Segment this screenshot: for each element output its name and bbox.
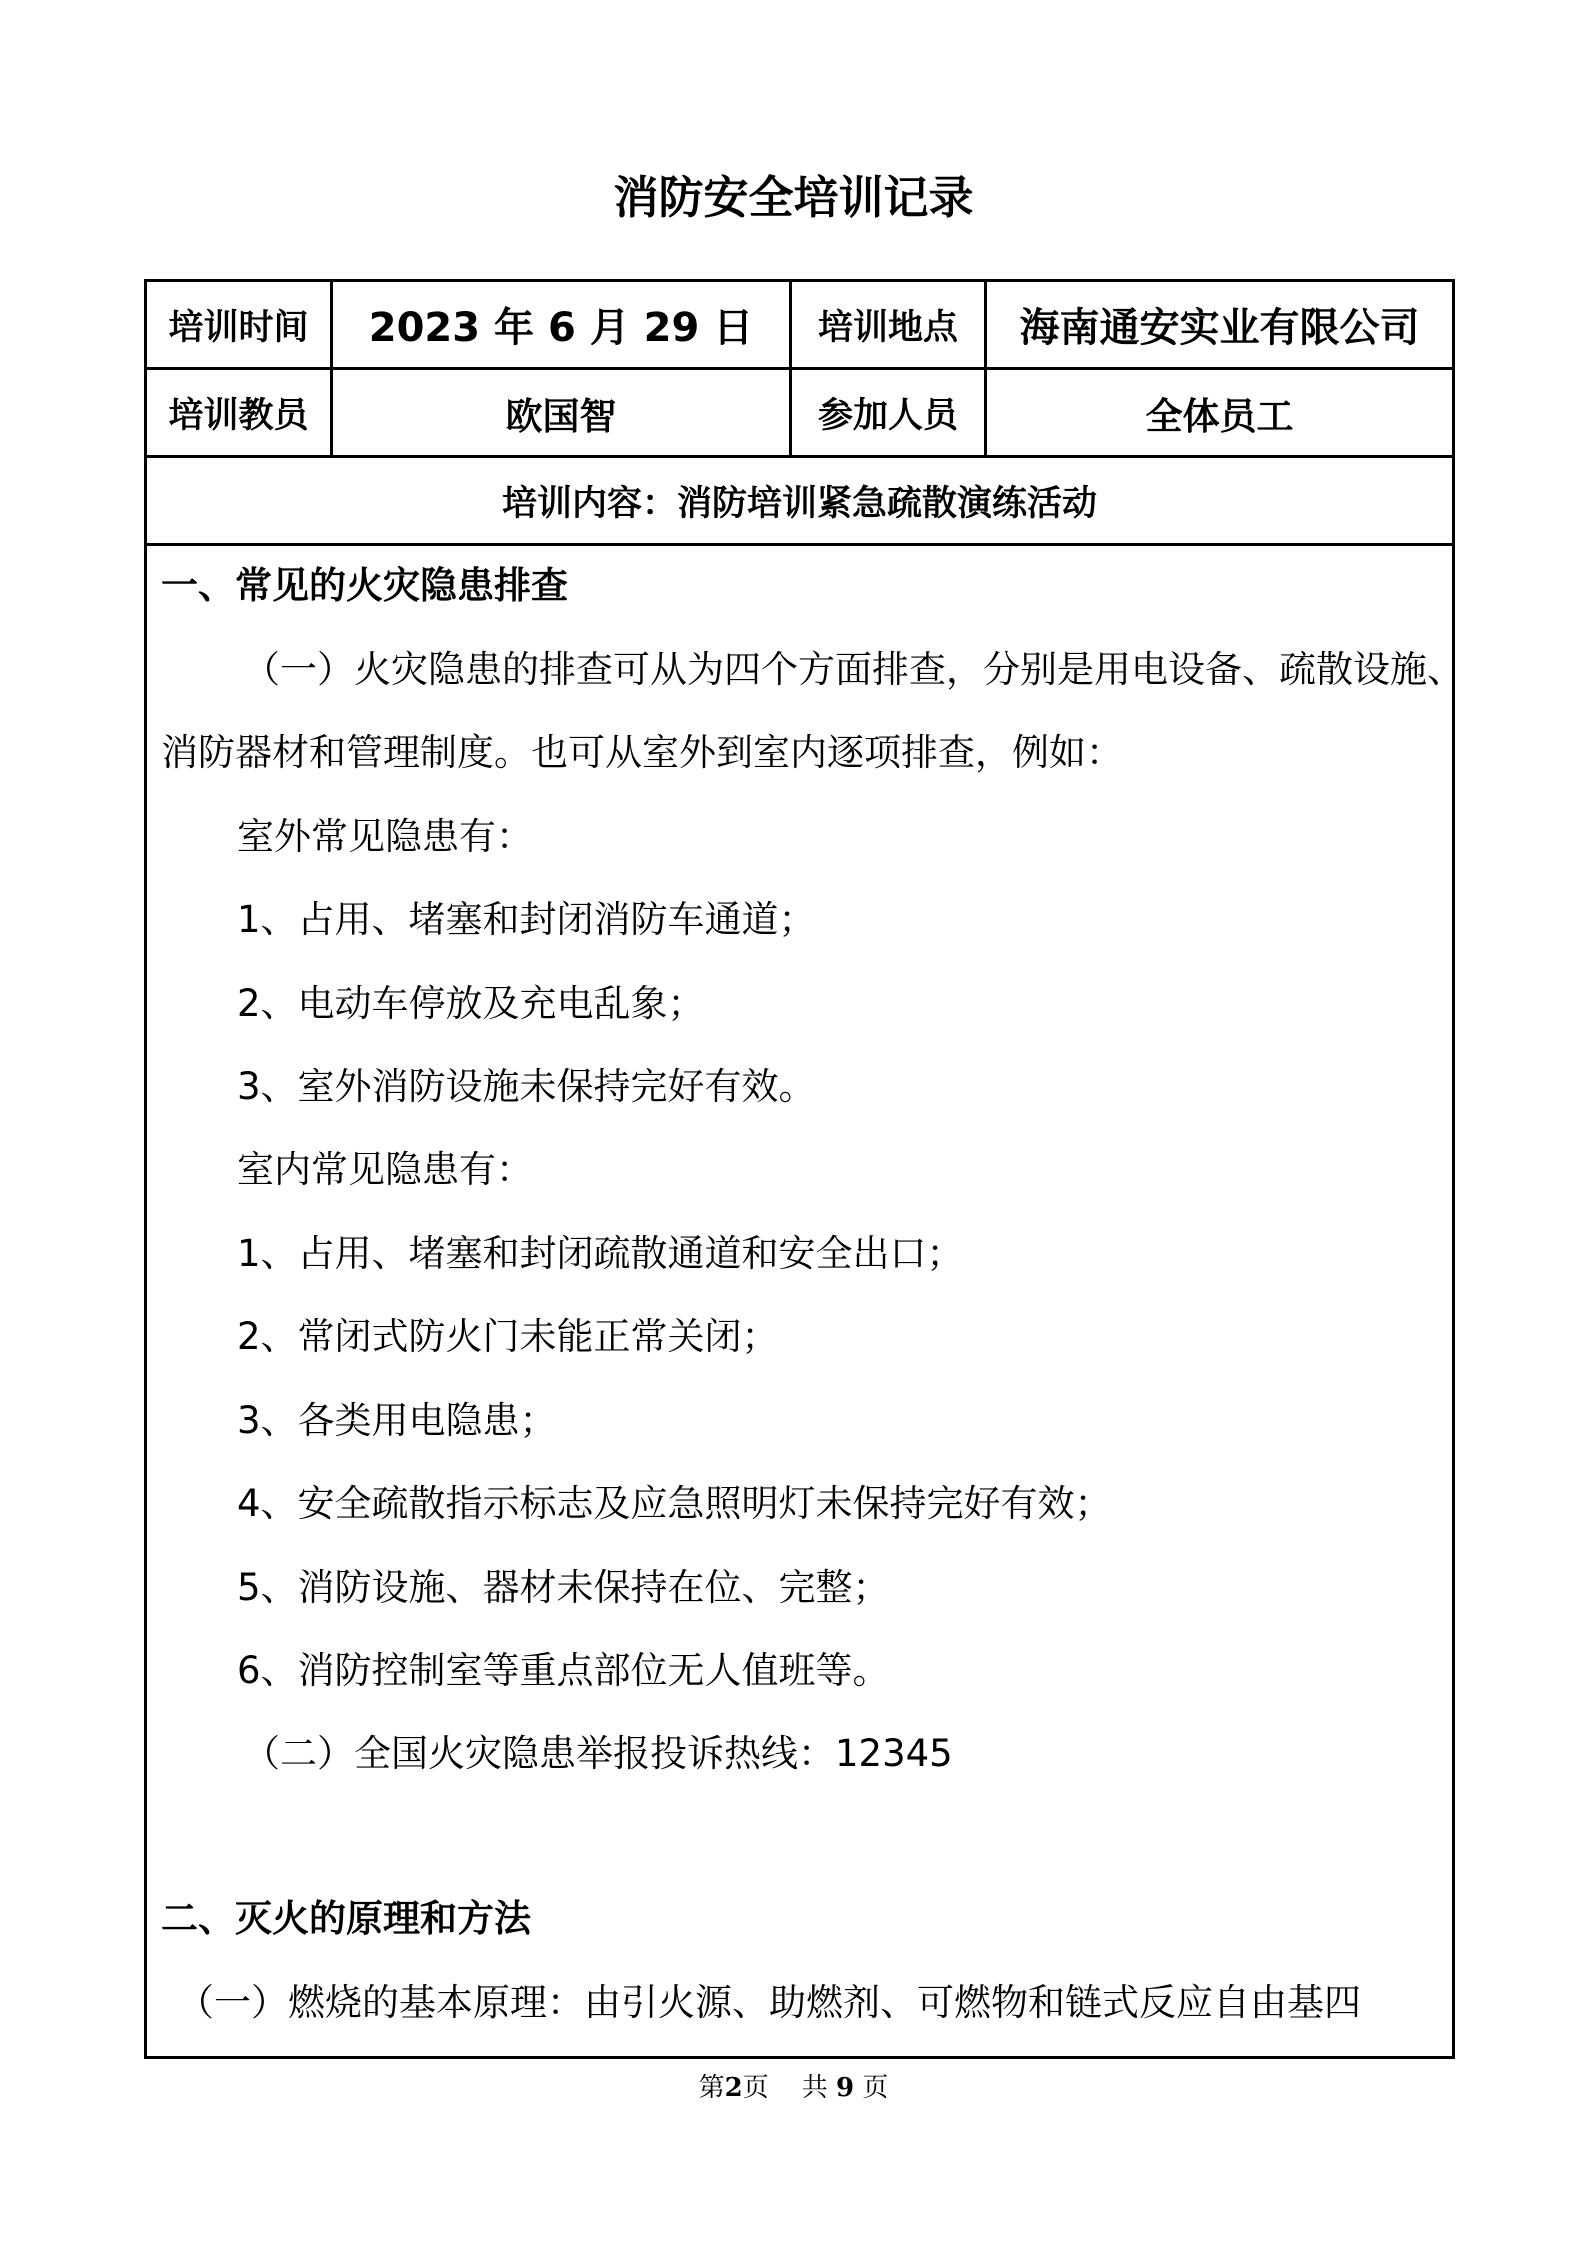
page-suffix: 页 — [742, 2073, 769, 2103]
hotline-text: （二）全国火灾隐患举报投诉热线：12345 — [243, 1732, 953, 1775]
indoor-item: 2、常闭式防火门未能正常关闭； — [237, 1315, 779, 1358]
table-row-content-title — [147, 458, 1452, 546]
total-suffix: 页 — [862, 2073, 889, 2103]
indoor-item: 6、消防控制室等重点部位无人值班等。 — [237, 1649, 890, 1692]
para1-line2: 消防器材和管理制度。也可从室外到室内逐项排查，例如： — [161, 731, 1123, 774]
section2-heading: 二、灭火的原理和方法 — [161, 1897, 531, 1940]
training-record-table — [144, 279, 1464, 2059]
location-value: 海南通安实业有限公司 — [1019, 305, 1420, 351]
total-prefix: 共 — [801, 2073, 828, 2103]
indoor-item: 1、占用、堵塞和封闭疏散通道和安全出口； — [237, 1232, 964, 1275]
section1-heading: 一、常见的火灾隐患排查 — [161, 564, 568, 607]
outdoor-item: 1、占用、堵塞和封闭消防车通道； — [237, 898, 816, 941]
para1-line1: （一）火灾隐患的排查可从为四个方面排查，分别是用电设备、疏散设施、 — [243, 648, 1464, 691]
indoor-item: 3、各类用电隐患； — [237, 1399, 557, 1442]
page-number: 2 — [724, 2073, 743, 2103]
para2-line1: （一）燃烧的基本原理：由引火源、助燃剂、可燃物和链式反应自由基四 — [177, 1981, 1361, 2024]
page-prefix: 第 — [698, 2073, 725, 2103]
outdoor-item: 3、室外消防设施未保持完好有效。 — [237, 1065, 816, 1108]
total-pages: 9 — [836, 2073, 855, 2103]
page-footer — [0, 2071, 1587, 2105]
indoor-item: 4、安全疏散指示标志及应急照明灯未保持完好有效； — [237, 1482, 1112, 1525]
instructor-value: 欧国智 — [333, 370, 792, 455]
outdoor-item: 2、电动车停放及充电乱象； — [237, 982, 705, 1025]
table-row-instructor-participants — [147, 370, 1452, 458]
table-row-time-location — [147, 282, 1452, 370]
training-content-body — [147, 546, 1464, 2056]
location-label: 培训地点 — [792, 282, 987, 367]
indoor-title: 室内常见隐患有： — [237, 1148, 533, 1191]
content-title: 培训内容：消防培训紧急疏散演练活动 — [501, 483, 1097, 524]
participants-value: 全体员工 — [1145, 394, 1294, 438]
outdoor-title: 室外常见隐患有： — [237, 815, 533, 858]
time-value: 2023 年 6 月 29 日 — [333, 282, 792, 367]
instructor-label: 培训教员 — [147, 370, 333, 455]
document-title: 消防安全培训记录 — [613, 171, 974, 224]
time-label: 培训时间 — [147, 282, 333, 367]
indoor-item: 5、消防设施、器材未保持在位、完整； — [237, 1566, 890, 1609]
participants-label: 参加人员 — [792, 370, 987, 455]
